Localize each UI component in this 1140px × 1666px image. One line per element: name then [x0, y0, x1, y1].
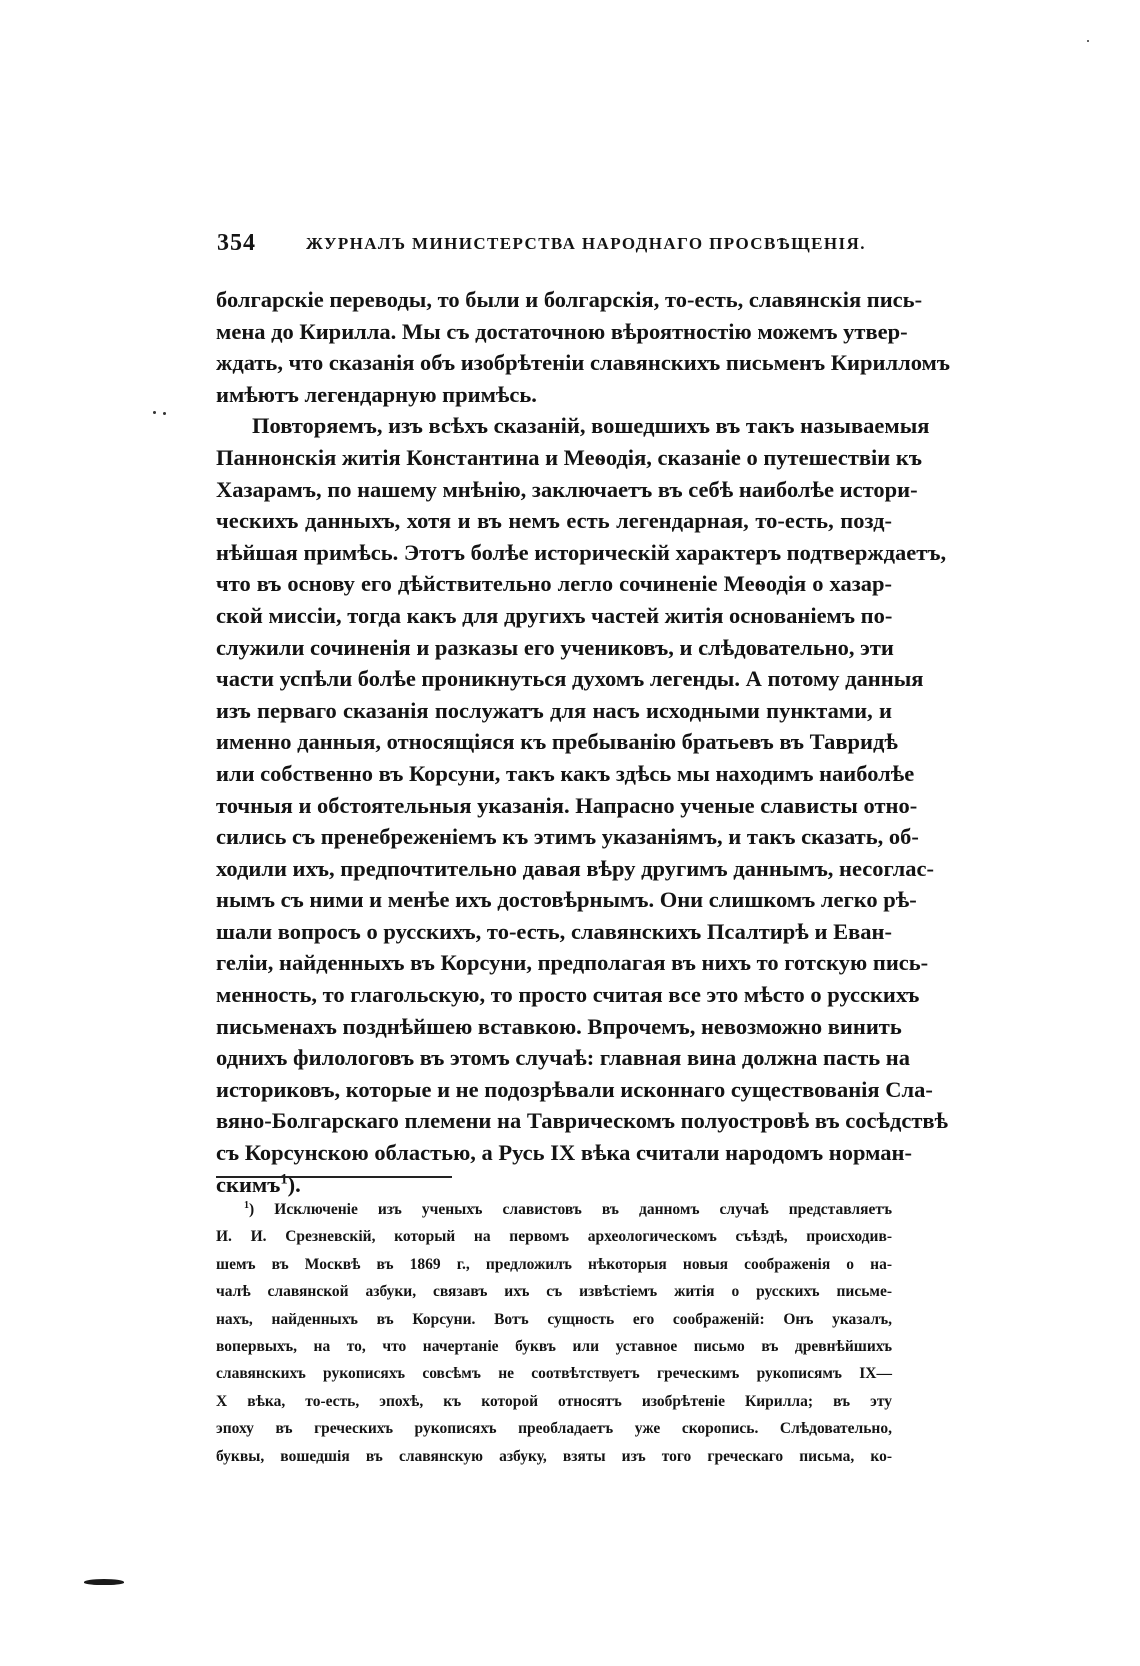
text-line: Паннонскія житія Константина и Меѳодія, сказаніе о путешествіи къ	[216, 444, 922, 470]
text-line: историковъ, которые и не подозрѣвали исконнаго существованія Сла-	[216, 1076, 933, 1102]
footnote-line: славянскихъ рукописяхъ совсѣмъ не соотвѣтствуетъ греческимъ рукописямъ IX—	[216, 1365, 892, 1383]
text-line-final-word: скимъ	[216, 1171, 281, 1197]
text-line: именно данныя, относящіяся къ пребыванію братьевъ въ Тавридѣ	[216, 729, 898, 755]
main-text	[216, 284, 950, 1200]
text-line: изъ перваго сказанія послужатъ для насъ исходными пунктами, и	[216, 697, 892, 723]
footnote-reference-tail: ).	[287, 1171, 301, 1197]
footnote-line: нахъ, найденныхъ въ Корсуни. Вотъ сущность его соображеній: Онъ указалъ,	[216, 1310, 892, 1328]
text-line: сились съ пренебреженіемъ къ этимъ указаніямъ, и такъ сказать, об-	[216, 824, 919, 850]
text-line: ходили ихъ, предпочтительно давая вѣру другимъ даннымъ, несоглас-	[216, 855, 934, 881]
text-line: письменахъ позднѣйшею вставкою. Впрочемъ, невозможно винить	[216, 1013, 902, 1039]
footnote-line: И. И. Срезневскій, который на первомъ археологическомъ съѣздѣ, происходив-	[216, 1228, 892, 1246]
footnote-marker: 1	[244, 1199, 250, 1211]
text-line: Повторяемъ, изъ всѣхъ сказаній, вошедшихъ въ такъ называемыя	[252, 413, 930, 439]
text-line: вяно-Болгарскаго племени на Таврическомъ полуостровѣ въ сосѣдствѣ	[216, 1108, 949, 1134]
running-title: ЖУРНАЛЪ МИНИСТЕРСТВА НАРОДНАГО ПРОСВѢЩЕНІЯ.	[306, 234, 866, 253]
text-line: нымъ съ ними и менѣе ихъ достовѣрнымъ. Они слишкомъ легко рѣ-	[216, 887, 917, 913]
text-line: что въ основу его дѣйствительно легло сочиненіе Меѳодія о хазар-	[216, 571, 892, 597]
text-line: болгарскіе переводы, то были и болгарскія, то-есть, славянскія пись-	[216, 287, 923, 312]
scan-speck	[163, 412, 166, 415]
text-line: мена до Кирилла. Мы съ достаточною вѣроятностію можемъ утвер-	[216, 318, 908, 344]
footnote-line: X вѣка, то-есть, эпохѣ, къ которой относятъ изобрѣтеніе Кирилла; въ эту	[216, 1392, 892, 1410]
footnote-line: чалѣ славянской азбуки, связавъ ихъ съ извѣстіемъ житія о русскихъ письме-	[216, 1283, 892, 1301]
page-header	[217, 230, 885, 262]
footnote-line: эпоху въ греческихъ рукописяхъ преобладаетъ уже скоропись. Слѣдовательно,	[216, 1420, 892, 1438]
footnote-line: буквы, вошедшія въ славянскую азбуку, взяты изъ того греческаго письма, ко-	[216, 1447, 892, 1465]
footnote-line-text: Исключеніе изъ ученыхъ славистовъ въ данномъ случаѣ представляетъ	[274, 1201, 892, 1218]
scan-speck	[1087, 40, 1089, 42]
text-line: или собственно въ Корсуни, такъ какъ здѣсь мы находимъ наиболѣе	[216, 760, 915, 786]
footnote-marker-tail: )	[249, 1201, 275, 1218]
text-line: менность, то глагольскую, то просто считая все это мѣсто о русскихъ	[216, 982, 920, 1008]
footnote-line: шемъ въ Москвѣ въ 1869 г., предложилъ нѣкоторыя новыя соображенія о на-	[216, 1255, 892, 1273]
footnote-line: вопервыхъ, на то, что начертаніе буквъ или уставное письмо въ древнѣйшихъ	[216, 1337, 892, 1355]
text-line: Хазарамъ, по нашему мнѣнію, заключаетъ въ себѣ наиболѣе истори-	[216, 476, 918, 502]
text-line: однихъ филологовъ въ этомъ случаѣ: главная вина должна пасть на	[216, 1045, 910, 1071]
scan-margin-mark	[84, 1579, 124, 1585]
text-line: служили сочиненія и разказы его учениковъ, и слѣдовательно, эти	[216, 634, 894, 660]
footnote-divider	[216, 1176, 452, 1178]
footnote	[216, 1196, 892, 1470]
page-number: 354	[217, 230, 256, 256]
text-line: шали вопросъ о русскихъ, то-есть, славянскихъ Псалтирѣ и Еван-	[216, 918, 892, 944]
footnote-reference[interactable]: 1	[280, 1171, 288, 1188]
text-line: части успѣли болѣе проникнуться духомъ легенды. А потому данныя	[216, 666, 924, 692]
text-line: ческихъ данныхъ, хотя и въ немъ есть легендарная, то-есть, позд-	[216, 508, 892, 534]
text-line: съ Корсунскою областью, а Русь IX вѣка считали народомъ норман-	[216, 1140, 913, 1166]
text-line: точныя и обстоятельныя указанія. Напрасно ученые слависты отно-	[216, 792, 918, 818]
text-line: ждать, что сказанія объ изобрѣтеніи славянскихъ письменъ Кирилломъ	[216, 350, 950, 376]
text-line: нѣйшая примѣсь. Этотъ болѣе историческій характеръ подтверждаетъ,	[216, 539, 947, 565]
text-line: ской миссіи, тогда какъ для другихъ частей житія основаніемъ по-	[216, 602, 893, 628]
text-line: геліи, найденныхъ въ Корсуни, предполагая въ нихъ то готскую пись-	[216, 950, 929, 976]
scan-speck	[153, 411, 156, 414]
text-line: имѣютъ легендарную примѣсь.	[216, 381, 537, 407]
footnote-line	[216, 1196, 892, 1223]
